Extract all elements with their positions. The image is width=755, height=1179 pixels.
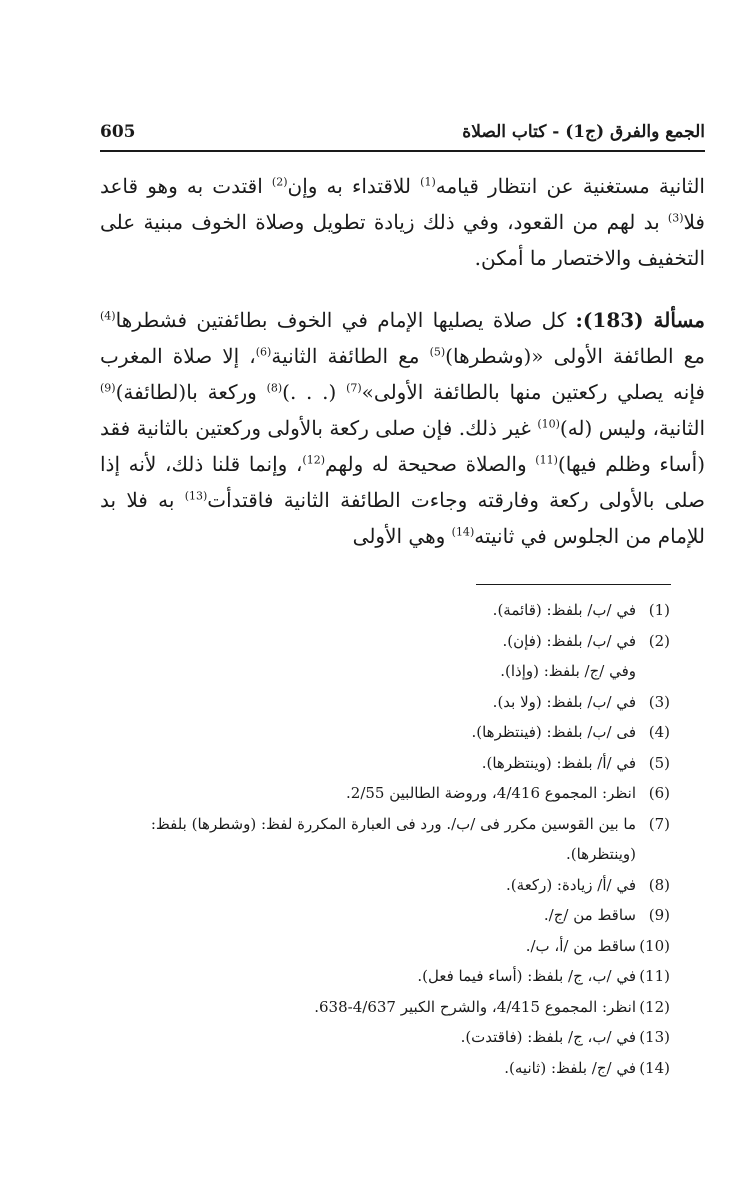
footnote: (3) في /ب/ بلفظ: (ولا بد). <box>492 692 670 711</box>
footnote-ref: (11) <box>535 453 558 467</box>
footnote: (5) في /أ/ بلفظ: (وينتظرها). <box>481 753 670 772</box>
footnote-ref: (13) <box>184 489 208 503</box>
footnote-ref: (5) <box>429 345 446 359</box>
footnote-continuation: وفي /ج/ بلفظ: (وإذا). <box>500 662 636 680</box>
footnote: (7) ما بين القوسين مكرر فى /ب/. ورد فى العبارة المكررة لفظ: (وشطرها) بلفظ: (وينتظرها). <box>150 814 670 863</box>
footnotes <box>90 595 670 1083</box>
footnote: (14) في /ج/ بلفظ: (ثانيه). <box>504 1058 670 1077</box>
footnote-ref: (12) <box>302 453 326 467</box>
footnote: (1) في /ب/ بلفظ: (قائمة). <box>492 601 670 619</box>
header-title: الجمع والفرق (ج1) - كتاب الصلاة <box>462 122 705 142</box>
footnote-ref: (8) <box>266 381 283 395</box>
page-number: 605 <box>100 122 136 142</box>
footnote: (13) في /ب، ج/ بلفظ: (فاقتدت). <box>460 1028 670 1046</box>
footnote-ref: (4) <box>100 309 116 323</box>
footnote-separator <box>476 584 671 585</box>
footnote: (2) في /ب/ بلفظ: (فإن). <box>502 631 670 650</box>
footnote-ref: (14) <box>451 525 475 539</box>
footnote: (8) في /أ/ زيادة: (ركعة). <box>506 875 670 894</box>
footnote: (10) ساقط من /أ، ب/. <box>525 936 670 955</box>
footnote-ref: (10) <box>537 417 560 431</box>
footnote-ref: (1) <box>420 175 436 189</box>
footnote: (12) انظر: المجموع 4/415، والشرح الكبير 4/637-638. <box>314 997 670 1016</box>
paragraph-1: الثانية مستغنية عن انتظار قيامه$^{(1)}$ للاقتداء به وإن$^{(2)}$ اقتدت به وهو قاعد فلا$^{(3)}$ بد لهم من القعود، وفي ذلك زيادة تطويل وصلاة الخوف مبنية على التخفيف والاختصار ما أمكن. <box>100 174 705 270</box>
paragraph-masala-183: مسألة (183): كل صلاة يصليها الإمام في الخوف بطائفتين فشطرها$^{(4)}$ مع الطائفة الأولى «(وشطرها)$^{(5)}$ مع الطائفة الثانية$^{(6)}$، إلا صلاة المغرب فإنه يصلي ركعتين منها بالطائفة الأولى»$^{(7)}$ (. . .)$^{(8)}$ وركعة با(لطائفة)$^{(9)}$ الثانية، وليس (له)$^{(10)}$ غير ذلك. فإن صلى ركعة بالأولى وركعتين بالثانية فقد (أساء وظلم فيها)$^{(11)}$ والصلاة صحيحة له ولهم$^{(12)}$، وإنما قلنا ذلك، لأنه إذا صلى بالأولى ركعة وفارقته وجاءت الطائفة الثانية فاقتدأت$^{(13)}$ به فلا بد للإمام من الجلوس في ثانيته$^{(14)}$ وهي الأولى <box>100 308 706 548</box>
footnote: (9) ساقط من /ج/. <box>543 906 670 924</box>
footnote-ref: (6) <box>255 345 272 359</box>
footnote-ref: (7) <box>346 381 362 395</box>
footnote-ref: (9) <box>100 381 116 395</box>
footnote: (4) فى /ب/ بلفظ: (فينتظرها). <box>471 723 670 741</box>
issue-label: مسألة (183): <box>575 308 705 332</box>
footnote: (11) في /ب، ج/ بلفظ: (أساء فيما فعل). <box>417 967 670 985</box>
header-rule <box>100 150 705 152</box>
footnote-ref: (2) <box>271 175 288 189</box>
footnote: (6) انظر: المجموع 4/416، وروضة الطالبين 2/55. <box>346 784 670 802</box>
running-header <box>100 116 705 150</box>
footnote-ref: (3) <box>667 211 684 225</box>
